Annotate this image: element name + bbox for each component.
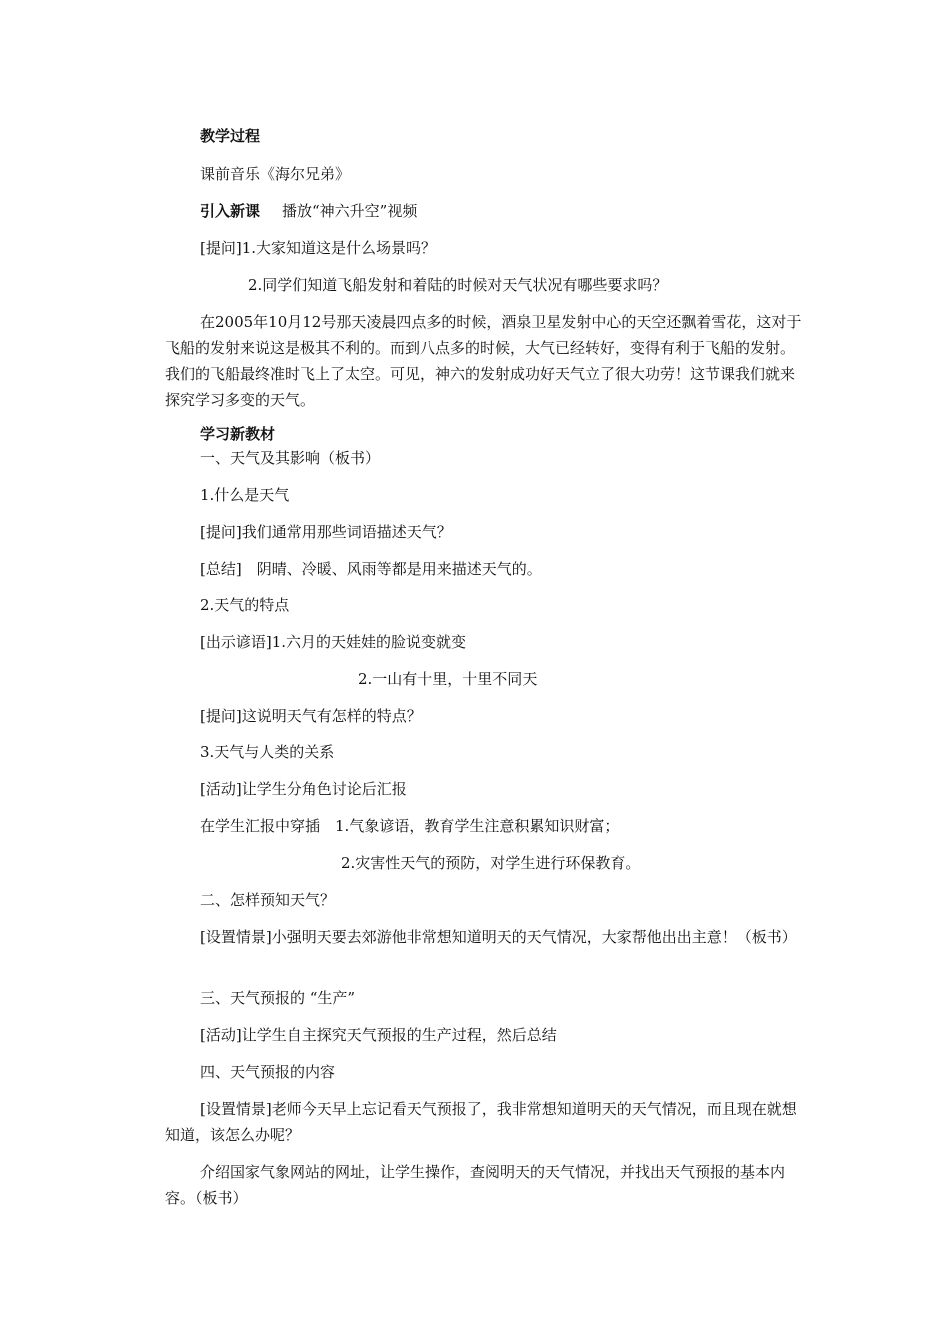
- question-2: 2.同学们知道飞船发射和着陆的时候对天气状况有哪些要求吗？: [248, 276, 668, 294]
- item-2: 2.天气的特点: [200, 596, 290, 614]
- section-4-scenario: [设置情景]老师今天早上忘记看天气预报了，我非常想知道明天的天气情况，而且现在就想知道，该怎么办呢？: [165, 1100, 797, 1144]
- intro-line: [200, 201, 417, 221]
- pre-class-music: 课前音乐《海尔兄弟》: [200, 165, 351, 183]
- item-1: 1.什么是天气: [200, 486, 290, 504]
- item-3: 3.天气与人类的关系: [200, 743, 335, 761]
- paragraph-launch: 在2005年10月12号那天凌晨四点多的时候，酒泉卫星发射中心的天空还飘着雪花，这对于飞船的发射来说这是极其不利的。而到八点多的时候，大气已经转好，变得有利于飞船的发射。我们的飞船最终准时飞上了太空。可见，神六的发射成功好天气立了很大功劳！这节课我们就来探究学习多变的天气。: [165, 313, 802, 409]
- section-1-title: 一、天气及其影响（板书）: [200, 449, 381, 467]
- intro-label: 引入新课: [200, 202, 261, 220]
- question-1: [提问]1.大家知道这是什么场景吗？: [200, 239, 437, 257]
- item-1-question: [提问]我们通常用那些词语描述天气？: [200, 523, 452, 541]
- intro-text: 播放“神六升空”视频: [282, 202, 418, 220]
- item-3-activity: [活动]让学生分角色讨论后汇报: [200, 780, 407, 798]
- item-2-proverb-2: 2.一山有十里，十里不同天: [358, 670, 538, 688]
- section-2-scenario: [设置情景]小强明天要去郊游他非常想知道明天的天气情况，大家帮他出出主意！（板书）: [200, 928, 797, 946]
- section-2-title: 二、怎样预知天气？: [200, 891, 336, 909]
- item-3-insert-1: 在学生汇报中穿插 1.气象谚语，教育学生注意积累知识财富；: [200, 817, 620, 835]
- item-1-summary: [总结] 阴晴、冷暖、风雨等都是用来描述天气的。: [200, 560, 542, 578]
- section-3-title: 三、天气预报的 “生产”: [200, 989, 356, 1007]
- section-3-activity: [活动]让学生自主探究天气预报的生产过程，然后总结: [200, 1026, 557, 1044]
- heading-teaching-process: 教学过程: [200, 127, 261, 145]
- section-4-title: 四、天气预报的内容: [200, 1063, 336, 1081]
- item-2-proverb-1: [出示谚语]1.六月的天娃娃的脸说变就变: [200, 633, 467, 651]
- section-4-intro: 介绍国家气象网站的网址，让学生操作，查阅明天的天气情况，并找出天气预报的基本内容。（板书）: [165, 1163, 786, 1207]
- item-3-insert-2: 2.灾害性天气的预防，对学生进行环保教育。: [341, 854, 641, 872]
- item-2-question: [提问]这说明天气有怎样的特点？: [200, 707, 422, 725]
- heading-new-material: 学习新教材: [200, 425, 276, 443]
